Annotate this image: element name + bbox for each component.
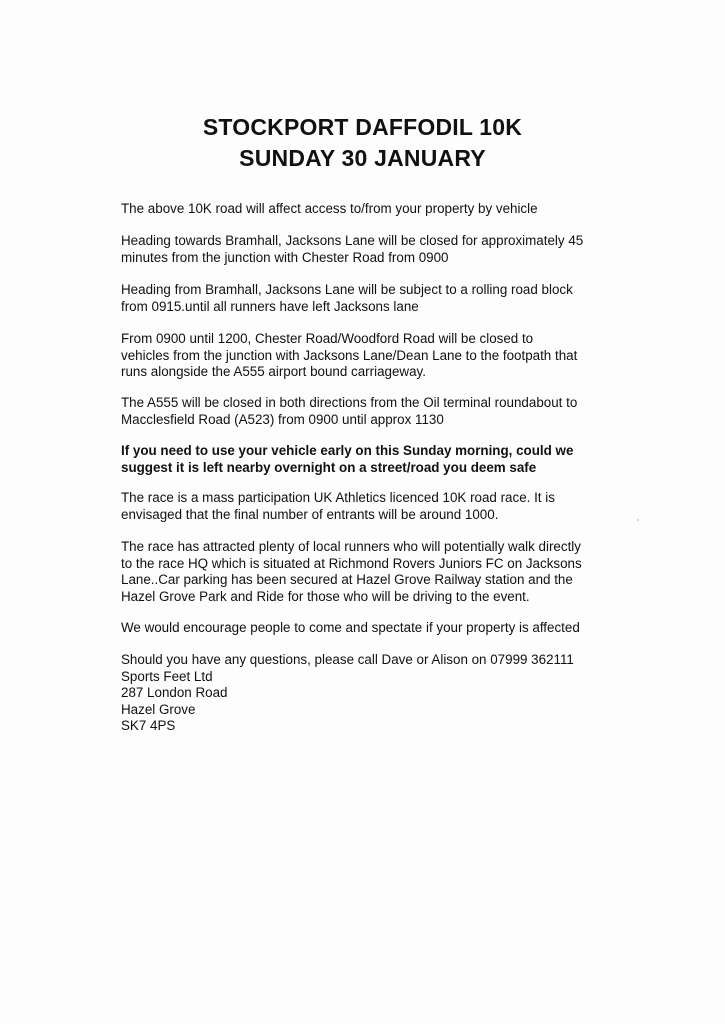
paragraph-line: minutes from the junction with Chester Road from 0900 [121, 249, 449, 265]
paragraph-a555-closure [121, 395, 621, 428]
paragraph-chester-road-closure [121, 331, 621, 381]
paragraph-line: envisaged that the final number of entrants will be around 1000. [121, 506, 499, 522]
paragraph-line: The above 10K road will affect access to/from your property by vehicle [121, 201, 538, 216]
paragraph-vehicle-advice [121, 443, 621, 476]
paragraph-from-bramhall [121, 282, 621, 315]
paragraph-line: We would encourage people to come and spectate if your property is affected [121, 620, 580, 635]
paragraph-access-notice [121, 201, 621, 218]
paragraph-line: to the race HQ which is situated at Richmond Rovers Juniors FC on Jacksons [121, 555, 582, 571]
paragraph-line: Hazel Grove Park and Ride for those who will be driving to the event. [121, 588, 530, 604]
contact-street: 287 London Road [121, 685, 228, 700]
paragraph-line: If you need to use your vehicle early on this Sunday morning, could we [121, 443, 574, 458]
paragraph-line: vehicles from the junction with Jacksons Lane/Dean Lane to the footpath that [121, 347, 578, 363]
contact-postcode: SK7 4PS [121, 718, 176, 733]
paragraph-line: Heading from Bramhall, Jacksons Lane will be subject to a rolling road block [121, 282, 573, 297]
document-title: STOCKPORT DAFFODIL 10K [202, 114, 523, 140]
paragraph-line: The race is a mass participation UK Athletics licenced 10K road race. It is [121, 490, 555, 505]
paragraph-line: From 0900 until 1200, Chester Road/Woodford Road will be closed to [121, 331, 534, 346]
paragraph-line: The A555 will be closed in both directions from the Oil terminal roundabout to [121, 395, 578, 410]
contact-phone-line: Should you have any questions, please call Dave or Alison on 07999 362111 [121, 652, 574, 667]
paragraph-line: Macclesfield Road (A523) from 0900 until approx 1130 [121, 411, 444, 427]
contact-company: Sports Feet Ltd [121, 668, 213, 684]
paragraph-line: Heading towards Bramhall, Jacksons Lane will be closed for approximately 45 [121, 233, 584, 248]
paragraph-line: runs alongside the A555 airport bound carriageway. [121, 364, 426, 379]
paragraph-towards-bramhall [121, 233, 621, 266]
scan-speck [637, 519, 639, 521]
paragraph-race-hq-parking [121, 539, 621, 605]
paragraph-line: The race has attracted plenty of local runners who will potentially walk directly [121, 539, 581, 554]
paragraph-line: from 0915.until all runners have left Jacksons lane [121, 298, 419, 314]
contact-block [121, 652, 621, 735]
paragraph-race-description [121, 490, 621, 523]
paragraph-line: Lane..Car parking has been secured at Hazel Grove Railway station and the [121, 572, 573, 587]
document-subtitle-date: SUNDAY 30 JANUARY [239, 145, 486, 171]
paragraph-spectate-invite [121, 620, 621, 637]
contact-town: Hazel Grove [121, 701, 196, 717]
paragraph-line: suggest it is left nearby overnight on a street/road you deem safe [121, 459, 537, 475]
